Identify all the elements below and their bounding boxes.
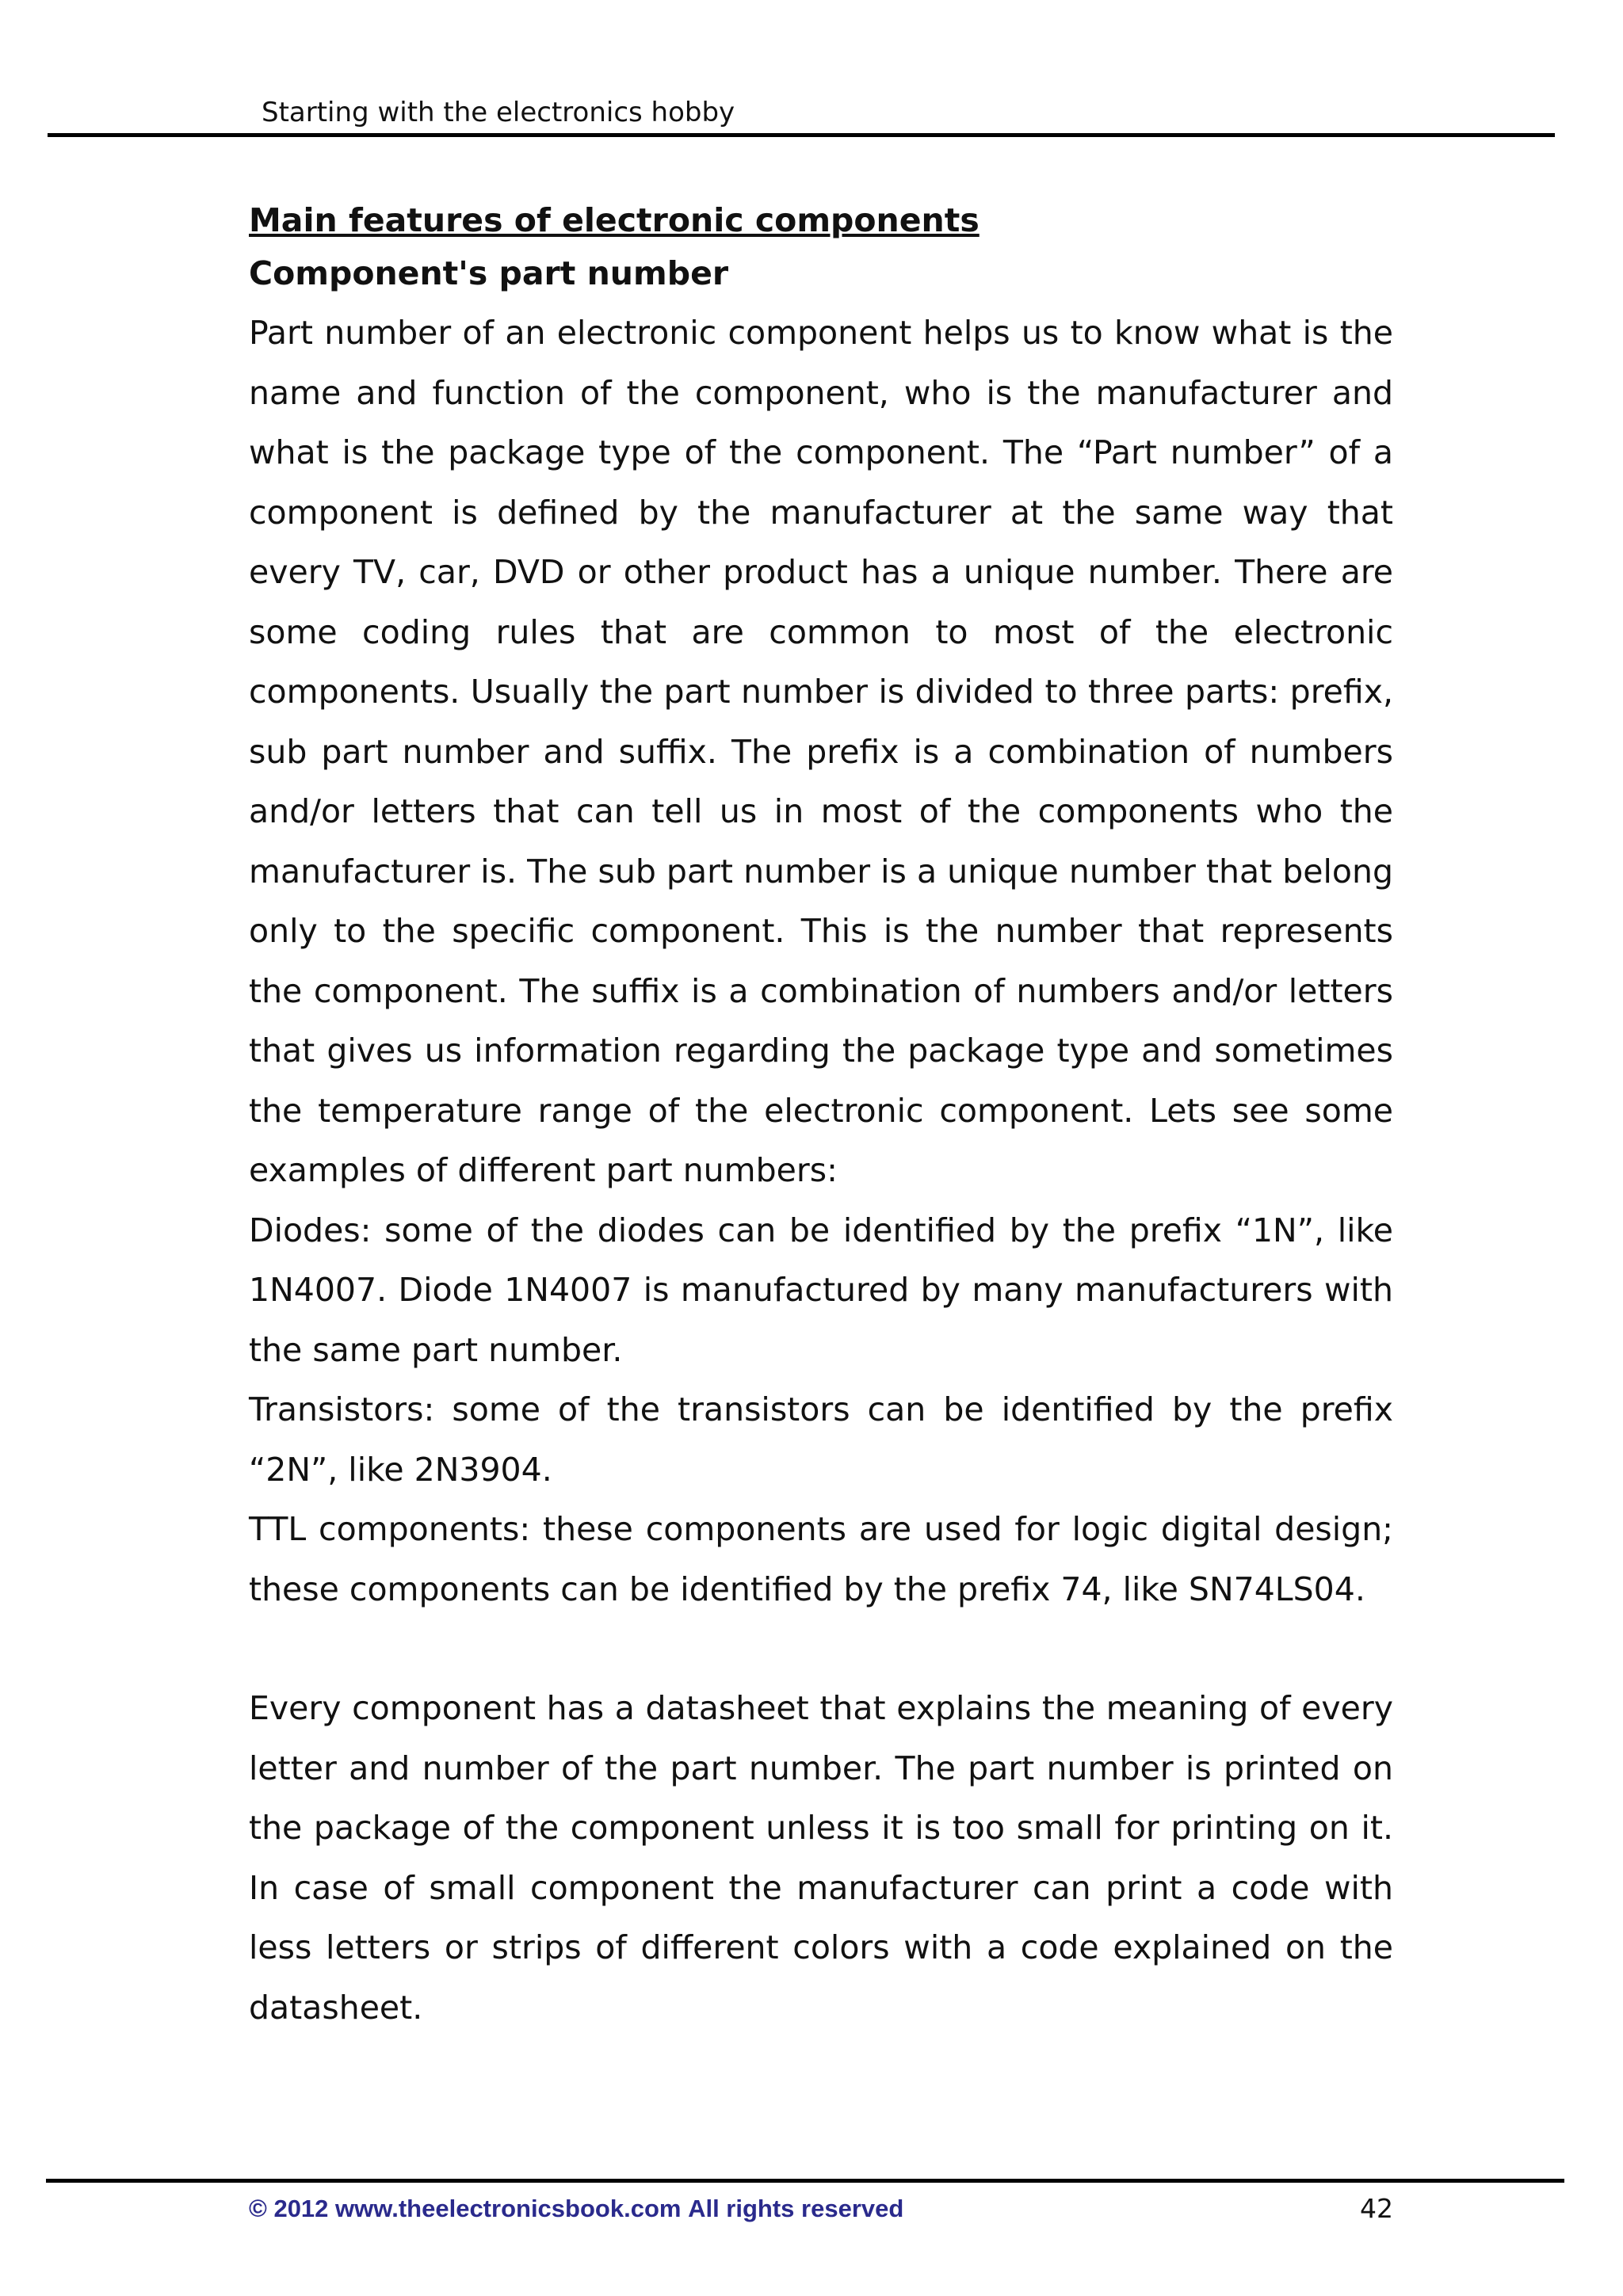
footer-copyright: © 2012	[249, 2195, 329, 2222]
paragraph-diodes: Diodes: some of the diodes can be identified by the prefix “1N”, like 1N4007. Diode 1N4007 is manufactured by many manufacturers with the same part number.	[249, 1211, 1393, 1369]
page-content	[249, 196, 1393, 2038]
running-header: Starting with the electronics hobby	[262, 97, 735, 128]
footer-website-link[interactable]: www.theelectronicsbook.com	[335, 2195, 682, 2222]
header-divider	[48, 133, 1555, 137]
page-number: 42	[1360, 2193, 1393, 2224]
paragraph-datasheet: Every component has a datasheet that explains the meaning of every letter and number of the part number. The part number is printed on the package of the component unless it is too small for printing on it. In case of small component the manufacturer can print a code with less letters or strips of different colors with a code explained on the datasheet.	[249, 1689, 1393, 2027]
section-title: Component's part number	[249, 254, 729, 292]
footer-divider	[46, 2179, 1564, 2183]
paragraph-transistors: Transistors: some of the transistors can be identified by the prefix “2N”, like 2N3904.	[249, 1390, 1393, 1489]
page-title: Main features of electronic components	[249, 201, 980, 239]
page-footer	[249, 2193, 1393, 2225]
paragraph-intro: Part number of an electronic component helps us to know what is the name and function of the component, who is the manufacturer and what is the package type of the component. The “Part number” of a component is defined by the manufacturer at the same way that every TV, car, DVD or other product has a unique number. There are some coding rules that are common to most of the electronic components. Usually the part number is divided to three parts: prefix, sub part number and suffix. The prefix is a combination of numbers and/or letters that can tell us in most of the components who the manufacturer is. The sub part number is a unique number that belong only to the specific component. This is the number that represents the component. The suffix is a combination of numbers and/or letters that gives us information regarding the package type and sometimes the temperature range of the electronic component. Lets see some examples of different part numbers:	[249, 314, 1393, 1189]
paragraph-ttl: TTL components: these components are used for logic digital design; these components can be identified by the prefix 74, like SN74LS04.	[249, 1510, 1393, 1608]
footer-rights: All rights reserved	[688, 2195, 904, 2222]
